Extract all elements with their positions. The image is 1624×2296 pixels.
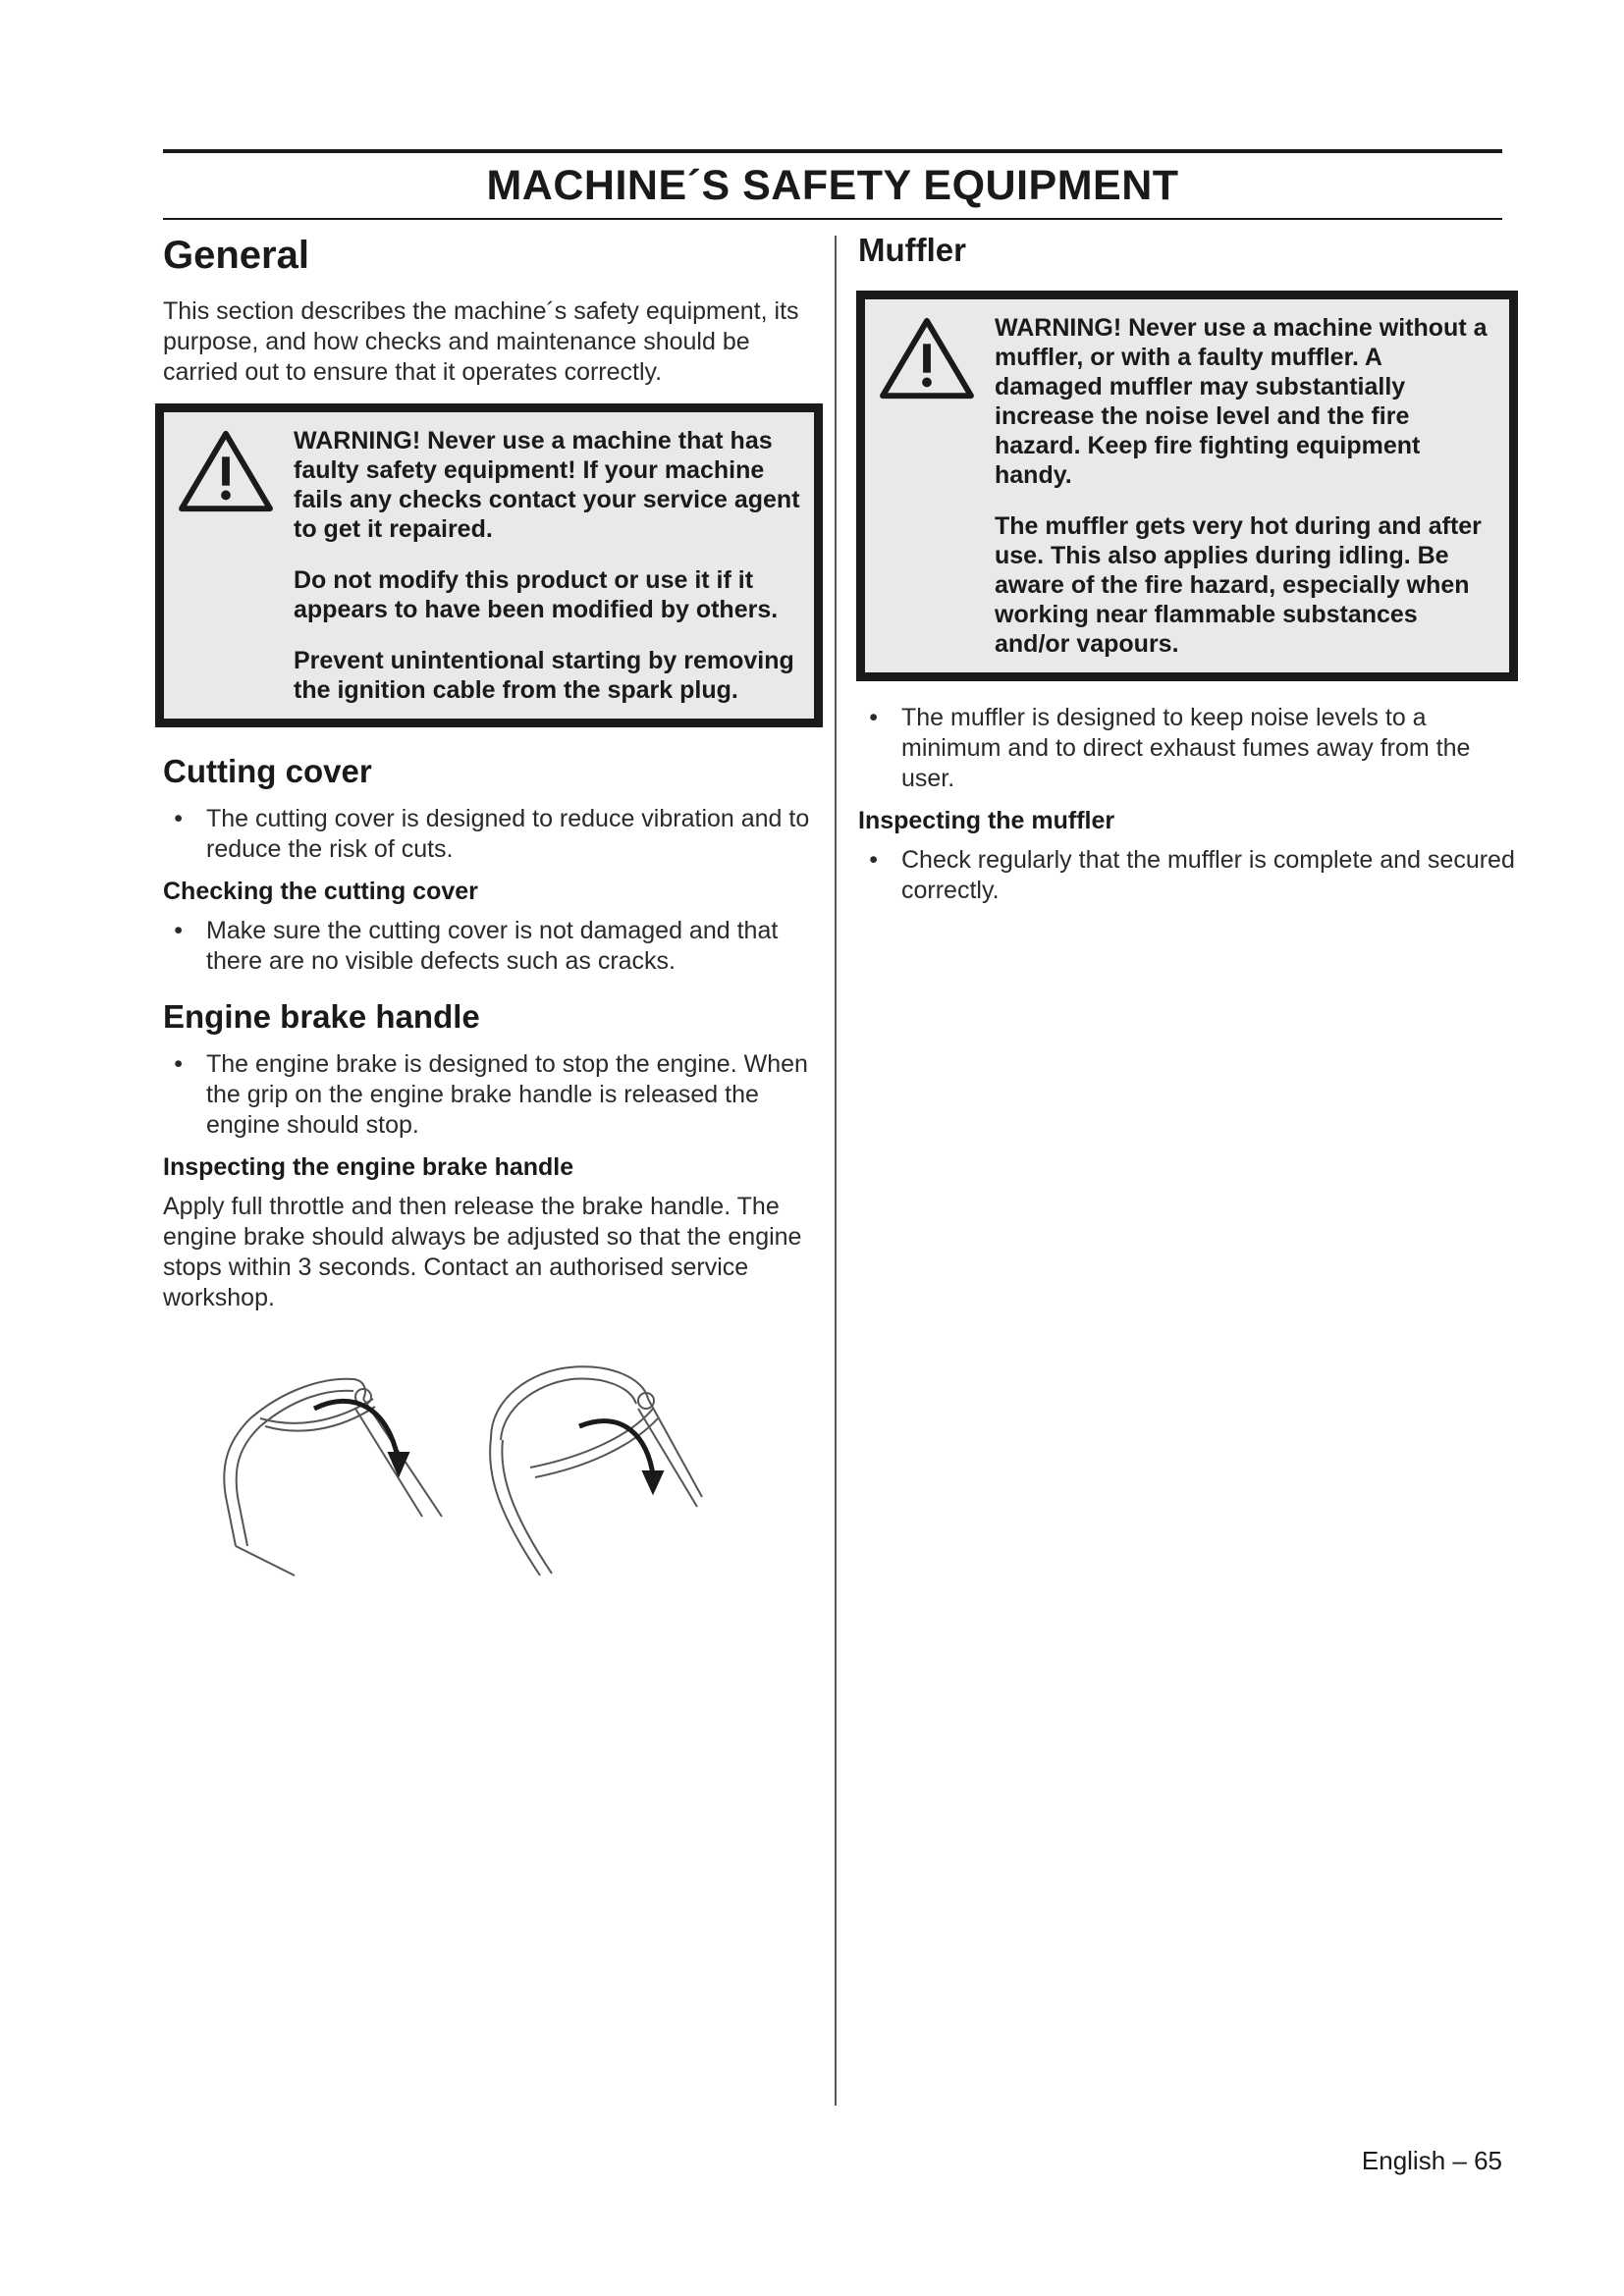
checking-cutting-cover-heading: Checking the cutting cover <box>163 878 478 905</box>
handle-left-drawing <box>224 1379 442 1575</box>
bullet-icon: • <box>869 846 878 874</box>
header-bottom-rule <box>163 218 1502 220</box>
cutting-cover-bullet: • The cutting cover is designed to reduce vibration and to reduce the risk of cuts. <box>163 804 823 865</box>
bullet-icon: • <box>174 1050 183 1078</box>
column-divider <box>835 236 837 2106</box>
warning-triangle-icon <box>178 428 274 514</box>
muffler-bullet: • The muffler is designed to keep noise levels to a minimum and to direct exhaust fumes away from the user. <box>858 703 1518 794</box>
handle-right-drawing <box>490 1366 702 1575</box>
left-column <box>163 228 823 1321</box>
muffler-warning-box <box>856 291 1518 681</box>
engine-brake-heading: Engine brake handle <box>163 998 480 1035</box>
bullet-icon: • <box>869 704 878 731</box>
page-footer: English – 65 <box>1361 2146 1502 2175</box>
cutting-cover-heading: Cutting cover <box>163 753 372 789</box>
general-warning-text-2: Do not modify this product or use it if it appears to have been modified by others. <box>294 566 779 623</box>
page-title: MACHINE´S SAFETY EQUIPMENT <box>486 162 1179 209</box>
bullet-icon: • <box>174 917 183 944</box>
general-heading: General <box>163 234 309 277</box>
engine-brake-paragraph: Apply full throttle and then release the brake handle. The engine brake should always be adjusted so that the engine stops within 3 seconds. Contact an authorised service workshop. <box>163 1193 802 1311</box>
engine-brake-bullet: • The engine brake is designed to stop the engine. When the grip on the engine brake handle is released the engine should stop. <box>163 1049 823 1141</box>
general-warning-text-3: Prevent unintentional starting by removing the ignition cable from the spark plug. <box>294 647 794 704</box>
general-warning-box <box>155 403 823 727</box>
general-warning-text-1: WARNING! Never use a machine that has faulty safety equipment! If your machine fails any checks contact your service agent to get it repaired. <box>294 427 800 543</box>
muffler-warning-text-2: The muffler gets very hot during and after use. This also applies during idling. Be aware of the fire hazard, especially when working near flammable substances and/or vapours. <box>995 512 1482 658</box>
header-top-rule <box>163 149 1502 153</box>
muffler-heading: Muffler <box>858 232 966 268</box>
warning-triangle-icon <box>879 315 975 401</box>
engine-brake-handle-illustration <box>206 1350 746 1585</box>
inspecting-muffler-heading: Inspecting the muffler <box>858 807 1115 834</box>
right-column <box>858 228 1518 916</box>
general-intro: This section describes the machine´s safety equipment, its purpose, and how checks and maintenance should be carried out to ensure that it operates correctly. <box>163 297 799 386</box>
bullet-icon: • <box>174 805 183 832</box>
checking-cutting-cover-bullet: • Make sure the cutting cover is not damaged and that there are no visible defects such as cracks. <box>163 916 823 977</box>
muffler-warning-text-1: WARNING! Never use a machine without a muffler, or with a faulty muffler. A damaged muffler may substantially increase the noise level and the fire hazard. Keep fire fighting equipment handy. <box>995 314 1488 489</box>
inspecting-engine-brake-heading: Inspecting the engine brake handle <box>163 1153 574 1181</box>
inspecting-muffler-bullet: • Check regularly that the muffler is complete and secured correctly. <box>858 845 1518 906</box>
